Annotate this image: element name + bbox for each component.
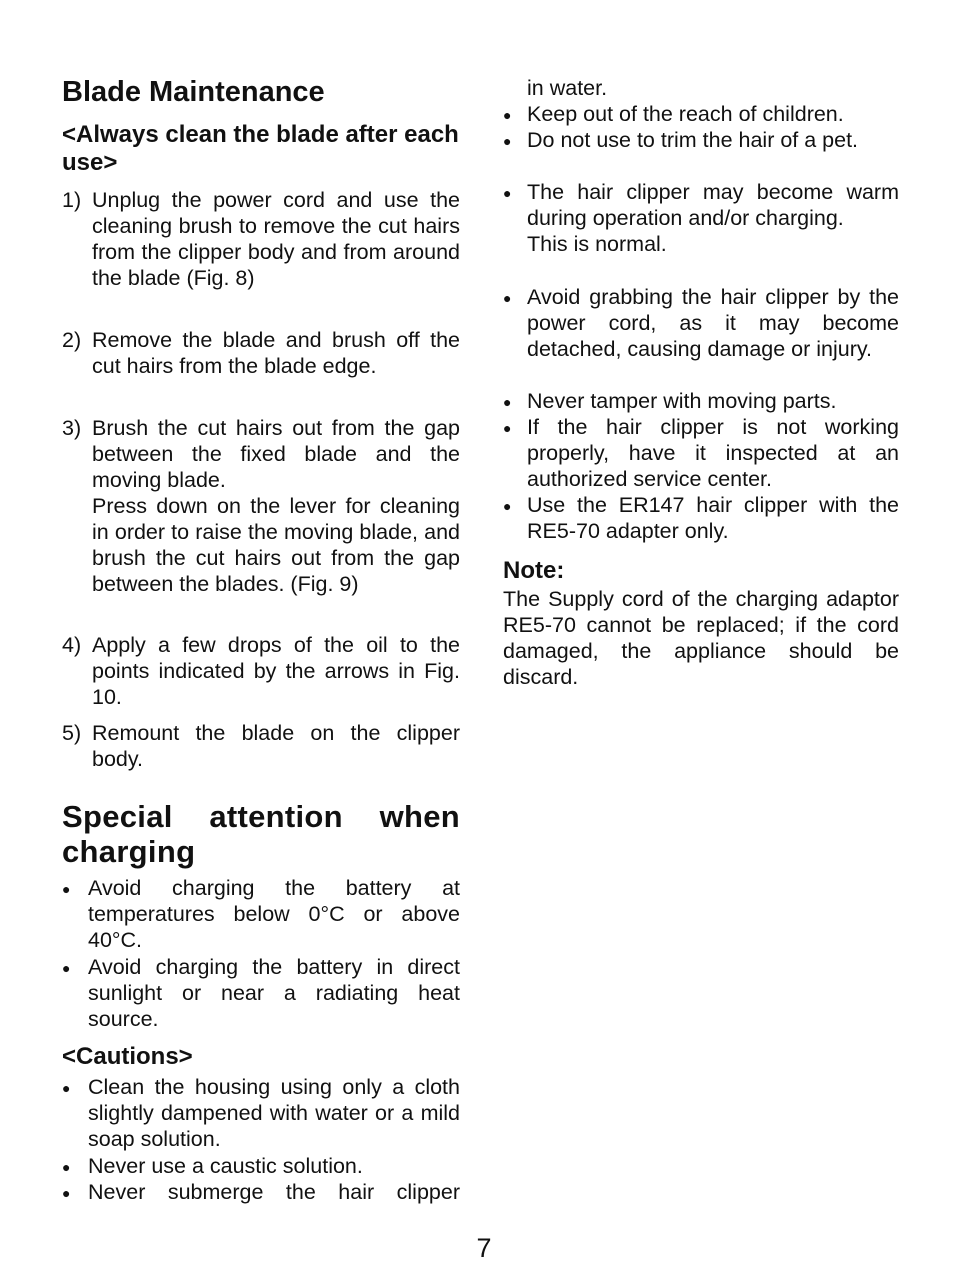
caution-item-text: Keep out of the reach of children.	[527, 102, 844, 126]
step-text: Remove the blade and brush off the cut hairs from the blade edge.	[92, 328, 460, 378]
step-2	[62, 327, 460, 379]
bullet-icon: ●	[62, 881, 71, 897]
step-3	[62, 415, 460, 597]
blade-maintenance-subtitle: <Always clean the blade after each use>	[62, 121, 459, 176]
step-number: 4)	[62, 633, 82, 657]
charging-item-text: Avoid charging the battery in direct sunlight or near a radiating heat source.	[88, 955, 460, 1031]
caution-item	[503, 127, 899, 153]
charging-item	[62, 954, 460, 1032]
note-text: The Supply cord of the charging adaptor RE5-70 cannot be replaced; if the cord damaged, the appliance should be discard.	[503, 587, 899, 689]
caution-item-text: Never submerge the hair clipper	[88, 1180, 460, 1204]
caution-item-text: Avoid grabbing the hair clipper by the power cord, as it may become detached, causing damage or injury.	[527, 285, 899, 361]
caution-continuation	[503, 75, 899, 101]
caution-item-text: Never tamper with moving parts.	[527, 389, 837, 413]
step-number: 5)	[62, 721, 82, 745]
blade-maintenance-heading: Blade Maintenance	[62, 76, 325, 108]
step-number: 2)	[62, 328, 82, 352]
bullet-icon: ●	[503, 420, 512, 436]
caution-item-text: Do not use to trim the hair of a pet.	[527, 128, 859, 152]
bullet-icon: ●	[503, 498, 512, 514]
note-paragraph	[503, 586, 899, 690]
caution-item-text: Clean the housing using only a cloth slightly dampened with water or a mild soap solution.	[88, 1075, 460, 1151]
cautions-heading: <Cautions>	[62, 1043, 193, 1070]
caution-item	[503, 284, 899, 362]
charging-item-text: Avoid charging the battery at temperatures below 0°C or above 40°C.	[88, 876, 460, 952]
bullet-icon: ●	[503, 185, 512, 201]
caution-item-extra-text: This is normal.	[527, 232, 667, 256]
bullet-icon: ●	[62, 1185, 71, 1201]
caution-item	[503, 414, 899, 492]
caution-item	[503, 101, 899, 127]
step-text: Brush the cut hairs out from the gap between the fixed blade and the moving blade.	[92, 416, 460, 492]
caution-item-text: Use the ER147 hair clipper with the RE5-70 adapter only.	[527, 493, 899, 543]
step-5	[62, 720, 460, 772]
caution-item	[62, 1074, 460, 1152]
step-text: Apply a few drops of the oil to the points indicated by the arrows in Fig. 10.	[92, 633, 460, 709]
note-heading: Note:	[503, 557, 565, 584]
charging-heading	[62, 799, 460, 869]
caution-continuation-text: in water.	[527, 76, 608, 100]
bullet-icon: ●	[62, 960, 71, 976]
caution-item	[62, 1153, 460, 1179]
caution-item-text: The hair clipper may become warm during operation and/or charging.	[527, 180, 899, 230]
caution-item	[503, 388, 899, 414]
step-number: 1)	[62, 188, 82, 212]
step-text: Unplug the power cord and use the cleaning brush to remove the cut hairs from the clipper body and from around the blade (Fig. 8)	[92, 188, 460, 290]
bullet-icon: ●	[62, 1159, 71, 1175]
caution-item	[503, 179, 899, 257]
step-4	[62, 632, 460, 710]
charging-heading-line-2: charging	[62, 834, 196, 869]
caution-item-text: If the hair clipper is not working properly, have it inspected at an authorized service center.	[527, 415, 899, 491]
bullet-icon: ●	[62, 1080, 71, 1096]
caution-item	[62, 1179, 460, 1205]
caution-item-text: Never use a caustic solution.	[88, 1154, 363, 1178]
page-number: 7	[476, 1233, 492, 1263]
bullet-icon: ●	[503, 107, 512, 123]
step-text: Remount the blade on the clipper body.	[92, 721, 460, 771]
step-number: 3)	[62, 416, 82, 440]
charging-heading-line-1: Special attention when	[62, 799, 460, 834]
bullet-icon: ●	[503, 394, 512, 410]
bullet-icon: ●	[503, 290, 512, 306]
charging-item	[62, 875, 460, 953]
step-extra-text: Press down on the lever for cleaning in order to raise the moving blade, and brush the cut hairs out from the gap between the blades. (Fig. 9)	[92, 494, 460, 596]
bullet-icon: ●	[503, 133, 512, 149]
step-1	[62, 187, 460, 291]
caution-item	[503, 492, 899, 544]
